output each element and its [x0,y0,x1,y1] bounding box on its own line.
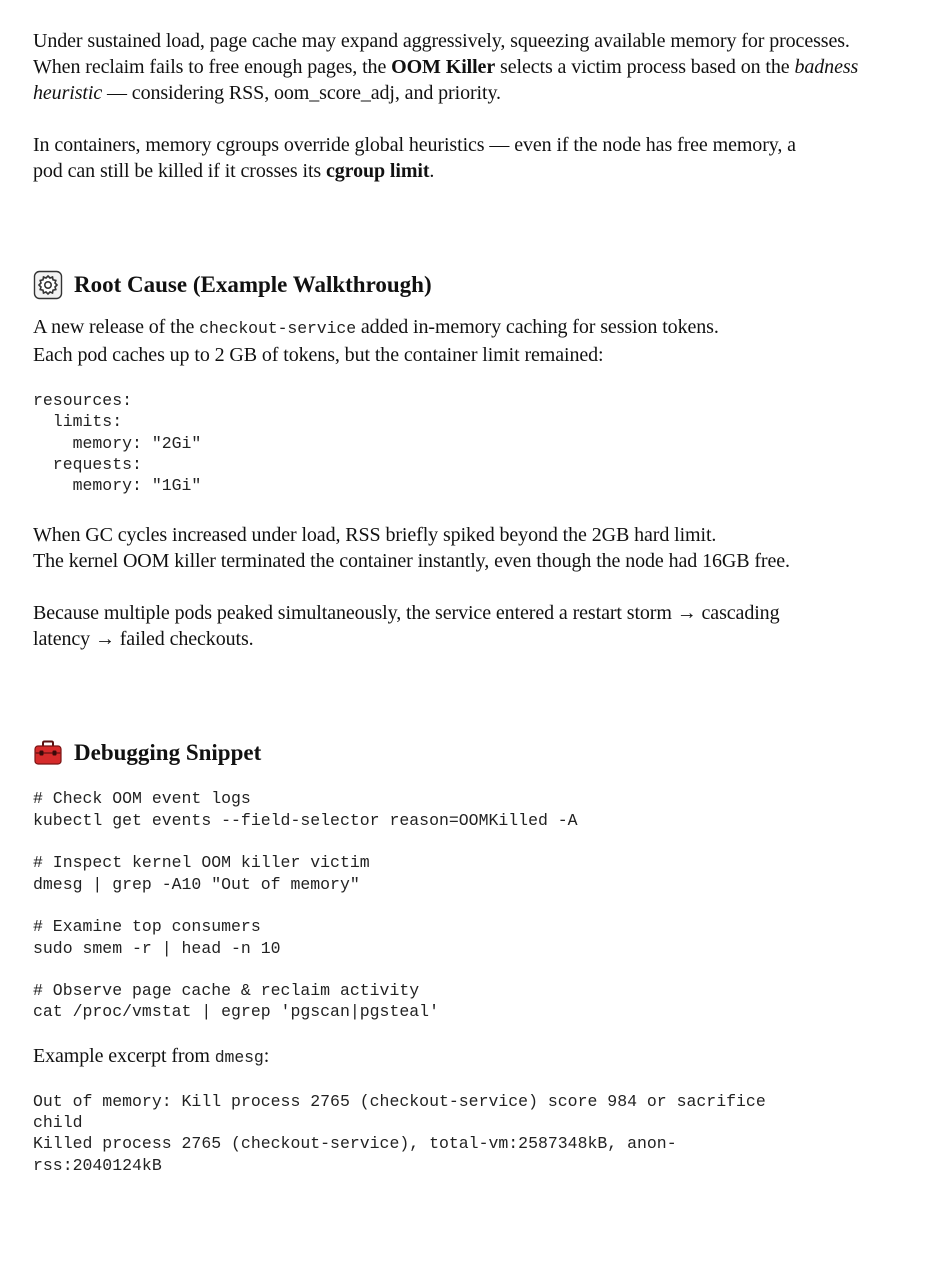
intro-paragraph-page-cache: Under sustained load, page cache may expand aggressively, squeezing available memory for processes. [33,30,850,52]
debugging-heading: Debugging Snippet [33,738,903,768]
badness-heuristic-italic: badness heuristic [33,56,859,104]
yaml-line: limits: [33,412,123,432]
code-command: kubectl get events --field-selector reason=OOMKilled -A [33,810,578,830]
checkout-service-code: checkout-service [199,319,356,338]
code-command: sudo smem -r | head -n 10 [33,938,281,958]
dmesg-code: dmesg [214,1047,264,1067]
excerpt-line: Out of memory: Kill process 2765 (checkout-service) score 984 or sacrifice [33,1091,766,1111]
root-cause-paragraph-kernel: The kernel OOM killer terminated the container instantly, even though the node had 16GB free. [33,550,790,573]
debug-commands-block [33,788,903,1022]
excerpt-label: Example excerpt from dmesg: [33,1044,270,1067]
root-cause-paragraph-tokens: Each pod caches up to 2 GB of tokens, but the container limit remained: [33,344,604,366]
yaml-line: resources: [33,391,133,410]
root-cause-paragraph-restart-storm: Because multiple pods peaked simultaneously, the service entered a restart storm → cascading latency → failed checkouts. [33,602,780,651]
code-command: cat /proc/vmstat | egrep 'pgscan|pgsteal' [33,1002,439,1022]
intro-paragraph-oom-killer: When reclaim fails to free enough pages, the OOM Killer selects a victim process based on the badness heuristic — considering RSS, oom_score_adj, and priority. [33,56,859,104]
cgroup-limit-bold: cgroup limit [325,160,430,182]
excerpt-line: Killed process 2765 (checkout-service), total-vm:2587348kB, anon- [33,1134,677,1154]
code-comment: # Inspect kernel OOM killer victim [33,853,370,873]
code-comment: # Observe page cache & reclaim activity [33,981,420,1001]
code-comment: # Check OOM event logs [33,789,251,809]
excerpt-line: rss:2040124kB [33,1155,162,1175]
yaml-line: requests: [33,454,142,474]
document-page [33,28,903,1176]
excerpt-line: child [33,1113,83,1133]
yaml-line: memory: "1Gi" [33,476,202,496]
intro-paragraph-cgroups: In containers, memory cgroups override global heuristics — even if the node has free memory, a pod can still be killed if it crosses its cgroup limit. [33,134,796,182]
code-command: dmesg | grep -A10 "Out of memory" [33,874,360,894]
gear-icon [33,270,63,300]
yaml-resources-block [33,390,903,496]
oom-killer-bold: OOM Killer [391,56,496,78]
dmesg-excerpt-block [33,1091,903,1176]
yaml-line: memory: "2Gi" [33,433,202,453]
root-cause-paragraph-release: A new release of the checkout-service added in-memory caching for session tokens. [33,316,719,338]
toolbox-icon [33,738,63,768]
root-cause-heading: Root Cause (Example Walkthrough) [33,270,903,300]
code-comment: # Examine top consumers [33,917,261,937]
root-cause-paragraph-gc: When GC cycles increased under load, RSS briefly spiked beyond the 2GB hard limit. [33,524,717,547]
